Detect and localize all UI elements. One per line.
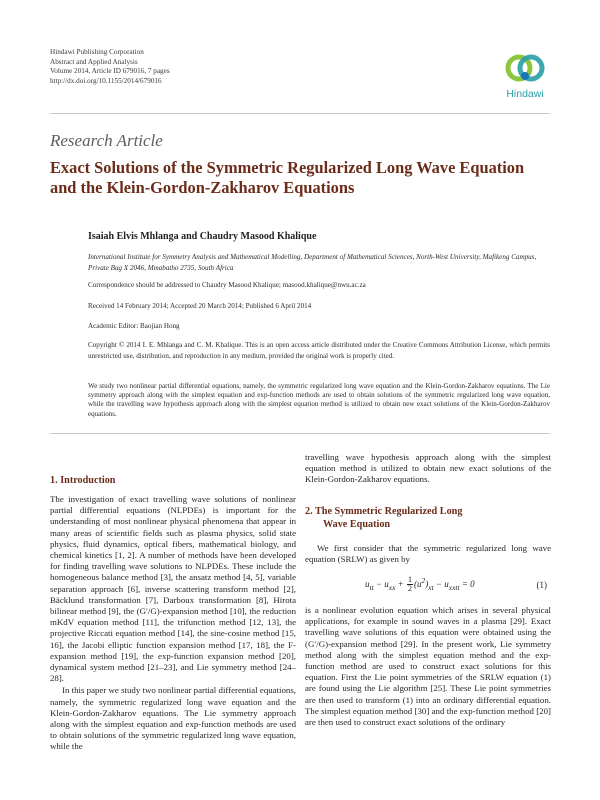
intro-paragraph-1: The investigation of exact travelling wave solutions of nonlinear partial differential equations (NLPDEs) is important for the understanding of most nonlinear physical phenomena that appear in many areas of scientific fields such as plasma physics, solid state physics, fluid dynamics, optical fibers, mathematical biology, and chemical kinetics [1, 2]. A number of methods have been developed for finding travelling wave solutions to NLPDEs. These include the homogeneous balance method [3], the ansatz method [4, 5], variable separation approach [6], inverse scattering transform method [2], Bäcklund transformation [7], Darboux transformation [8], Hirota bilinear method [9], the (G′/G)-expansion method [10], the reduction mKdV equation method [11], the trifunction method [12, 13], the projective Riccati equation method [14], the sine-cosine method [15, 16], the Jacobi elliptic function expansion method [17, 18], the F-expansion method [19], the exp-function expansion method [20], dynamical system method [21–23], and Lie symmetry method [24–28].	[50, 494, 296, 684]
abstract: We study two nonlinear partial differential equations, namely, the symmetric regularized long wave equation and the Klein-Gordon-Zakharov equations. The Lie symmetry approach along with the simplest equation and exp-function methods are used to obtain solutions of the symmetric regularized long wave equation, while the travelling wave hypothesis approach along with the simplest equation method is utilized to obtain new exact solutions of the Klein-Gordon-Zakharov equations.	[88, 382, 550, 418]
header-divider	[50, 113, 550, 114]
section-2-heading	[305, 505, 551, 531]
doi-link[interactable]: http://dx.doi.org/10.1155/2014/679016	[50, 76, 162, 85]
section-2-paragraph-1: We first consider that the symmetric regularized long wave equation (SRLW) as given by	[305, 542, 551, 564]
right-column	[305, 452, 551, 728]
section-2-paragraph-2: is a nonlinear evolution equation which arises in several physical applications, for example in sound waves in a plasma [29]. Exact travelling wave solutions of this equation were obtained using the (G′/G)-expansion method [29]. In the present work, Lie symmetry method along with the simplest equation method and the exp-function method are used to construct exact solutions for this equation. First the Lie point symmetries of the SRLW equation (1) are found using the Lie algorithm [25]. These Lie point symmetries are then used to transform (1) into an ordinary differential equation. The simplest equation method [30] and the exp-function method [20] are then used to construct exact solutions of the ordinary	[305, 605, 551, 728]
affiliation: International Institute for Symmetry Analysis and Mathematical Modelling, Department of Mathematical Sciences, North-West University, Mafikeng Campus, Private Bag X 2046, Mmabatho 2735, South Africa	[88, 253, 537, 272]
section-1-heading: 1. Introduction	[50, 475, 116, 486]
correspondence: Correspondence should be addressed to Chaudry Masood Khalique; masood.khalique@nwu.ac.za	[88, 281, 366, 289]
academic-editor: Academic Editor: Baojian Hong	[88, 322, 180, 330]
paper-title: Exact Solutions of the Symmetric Regularized Long Wave Equation and the Klein-Gordon-Zakharov Equations	[50, 158, 525, 197]
equation-1	[305, 571, 551, 599]
authors: Isaiah Elvis Mhlanga and Chaudry Masood Khalique	[88, 231, 317, 242]
publisher-name: Hindawi Publishing Corporation	[50, 48, 144, 56]
intro-paragraph-2: In this paper we study two nonlinear partial differential equations, namely, the symmetric regularized long wave equation and the Klein-Gordon-Zakharov equations. The Lie symmetry approach along with the simplest equation and exp-function methods are used to obtain solutions of the symmetric regularized long wave equation, while the	[50, 685, 296, 752]
srlw-equation-body: $u_{tt} - u_{xx}$ + $\frac{1}{2}$ $(u^2)_{xt} - u_{xxtt} = 0$	[365, 575, 475, 594]
section-2-heading-line-2: Wave Equation	[323, 518, 391, 530]
journal-header	[50, 48, 170, 86]
article-type: Research Article	[50, 131, 163, 150]
journal-name: Abstract and Applied Analysis	[50, 57, 138, 66]
copyright-notice: Copyright © 2014 I. E. Mhlanga and C. M. Khalique. This is an open access article distributed under the Creative Commons Attribution License, which permits unrestricted use, distribution, and reproduction in any medium, provided the original work is properly cited.	[88, 341, 550, 360]
abstract-divider	[50, 433, 550, 434]
hindawi-logo-text: Hindawi	[506, 88, 544, 100]
intro-paragraph-2-continued: travelling wave hypothesis approach along with the simplest equation method is utilized to obtain new exact solutions of the Klein-Gordon-Zakharov equations.	[305, 452, 551, 485]
section-2-heading-line-1: 2. The Symmetric Regularized Long	[305, 505, 463, 517]
publication-dates: Received 14 February 2014; Accepted 20 March 2014; Published 6 April 2014	[88, 302, 312, 310]
left-column	[50, 474, 296, 753]
equation-number: (1)	[536, 580, 547, 591]
volume-line: Volume 2014, Article ID 679016, 7 pages	[50, 67, 170, 76]
